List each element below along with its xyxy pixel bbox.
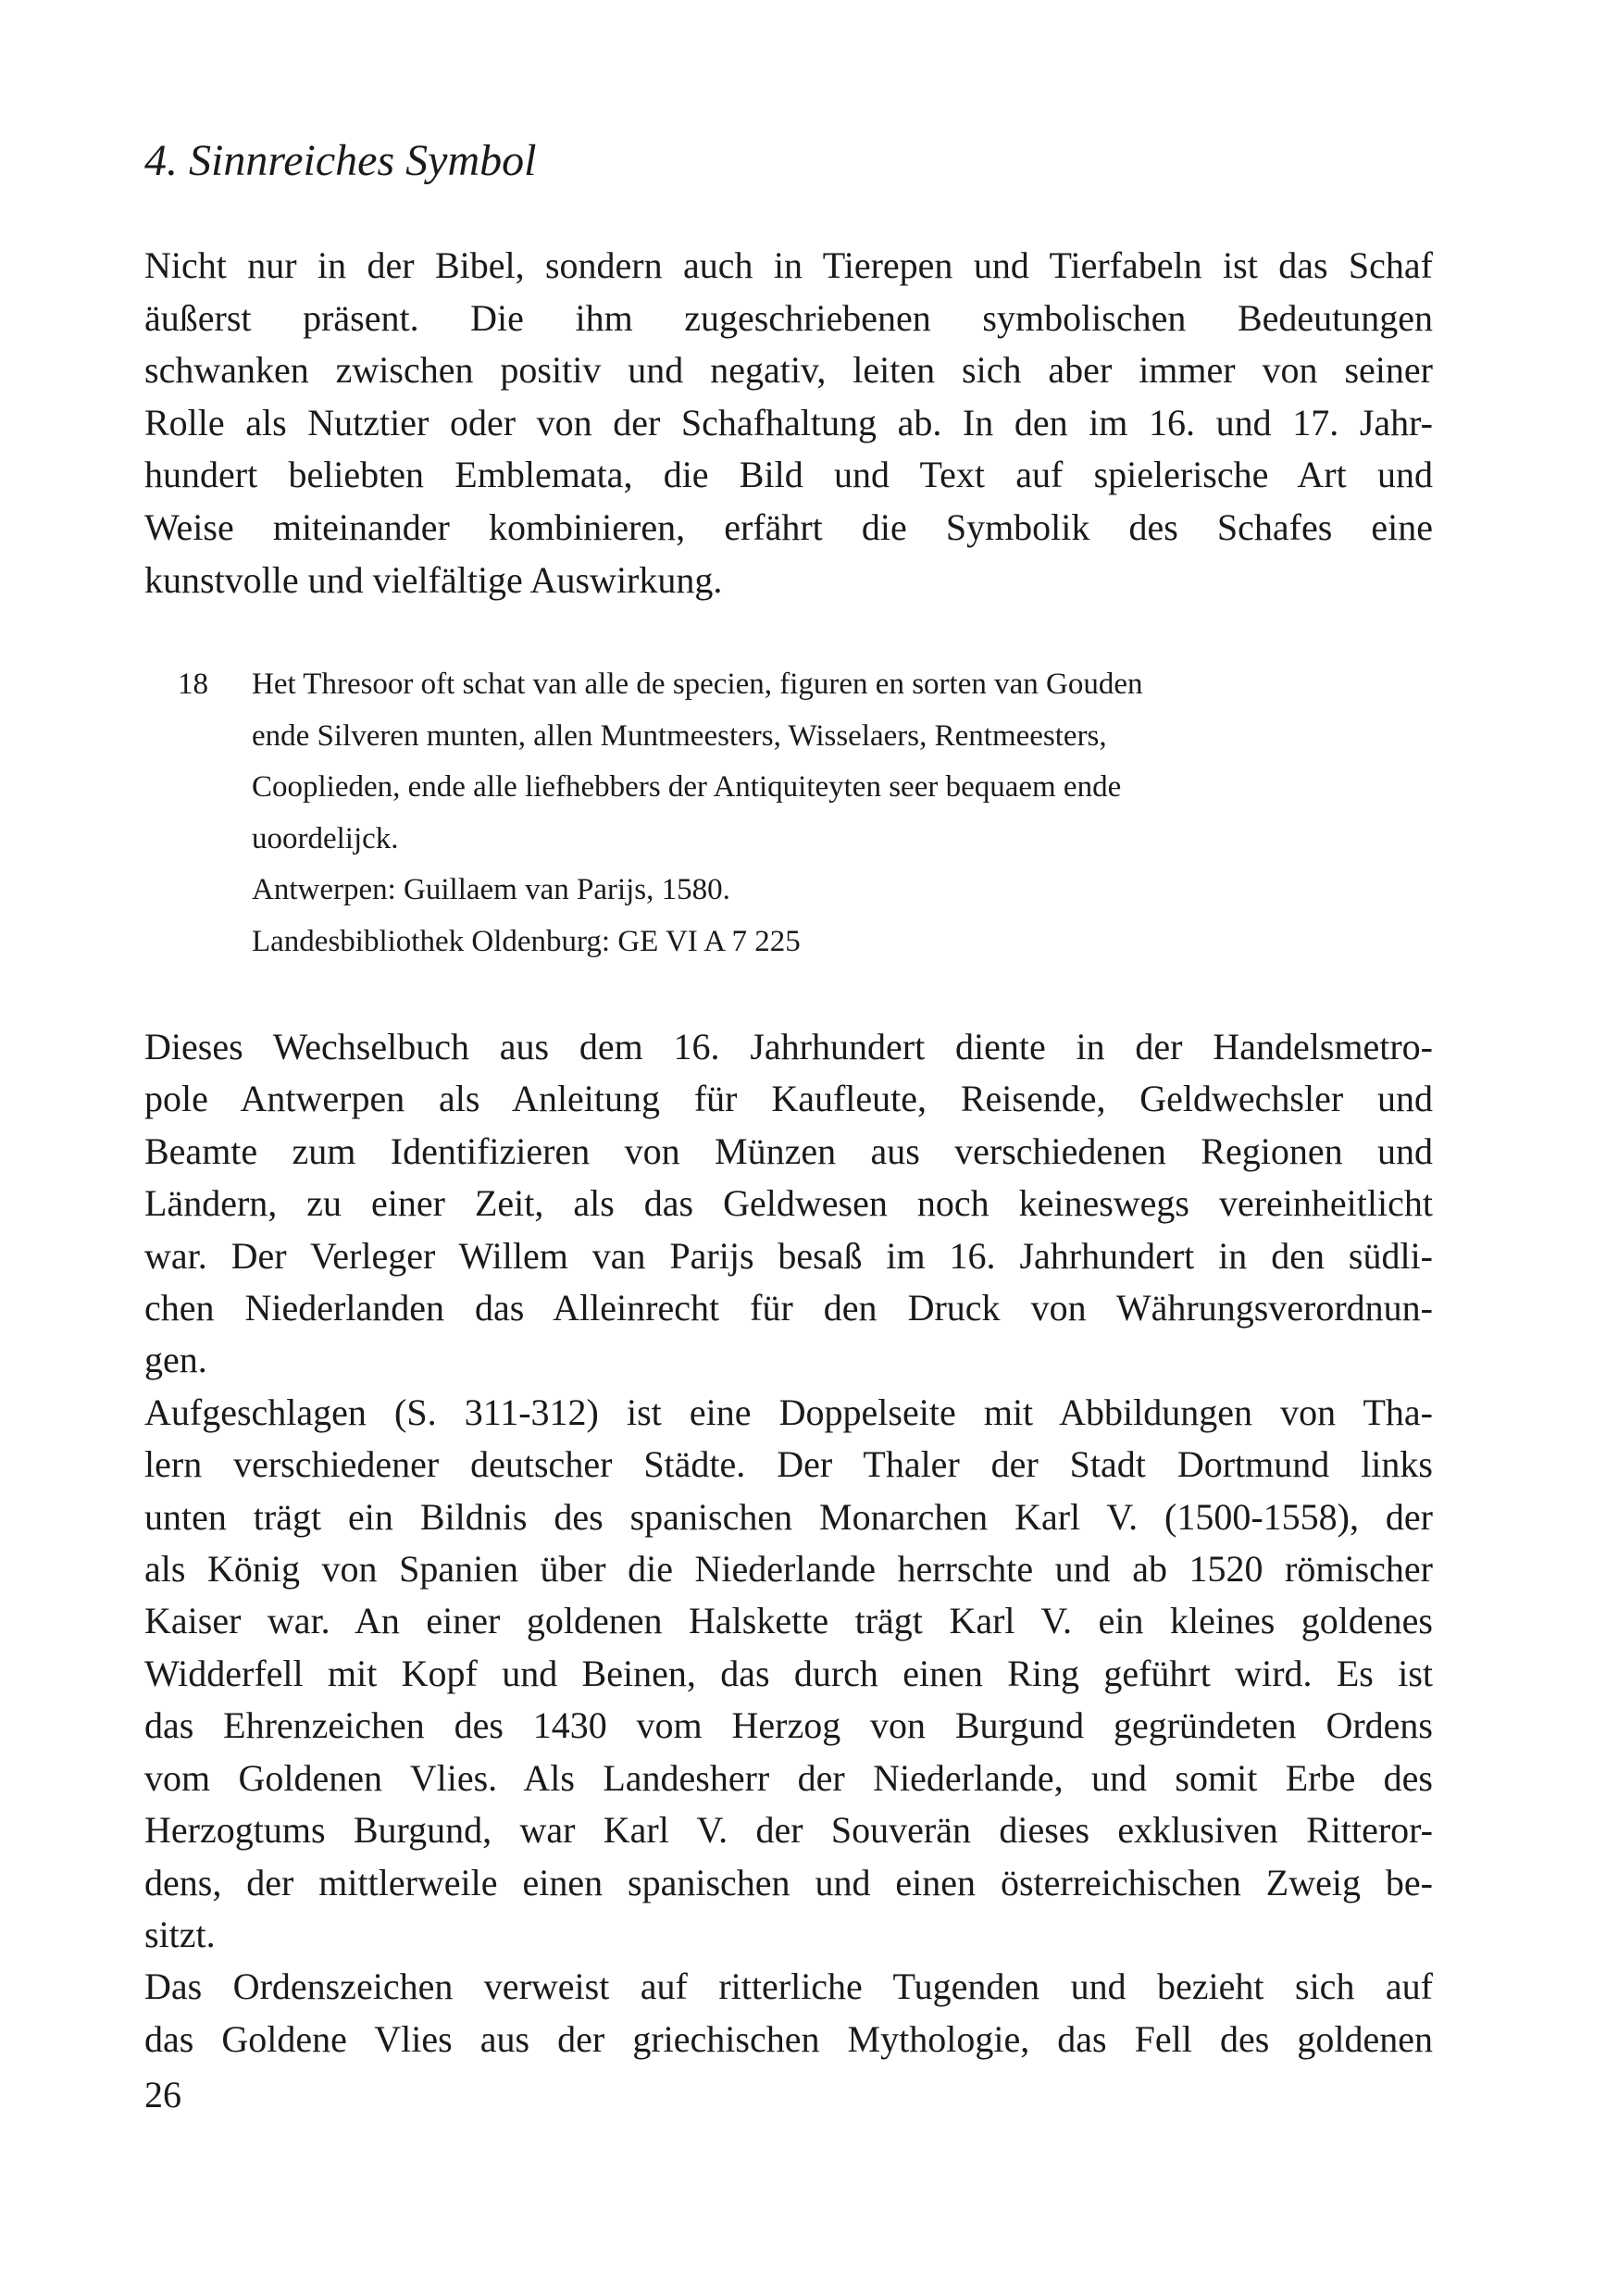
text-line: das Ehrenzeichen des 1430 vom Herzog von Burgund gegründeten Ordens	[144, 1704, 1433, 1747]
catalog-imprint: Antwerpen: Guillaem van Parijs, 1580.	[252, 873, 730, 907]
catalog-title-line: ende Silveren munten, allen Muntmeesters, Wisselaers, Rentmeesters,	[252, 718, 1107, 753]
text-line: kunstvolle und vielfältige Auswirkung.	[144, 558, 723, 601]
catalog-entry-text	[252, 659, 1381, 968]
text-line: Nicht nur in der Bibel, sondern auch in Tierepen und Tierfabeln ist das Schaf	[144, 244, 1433, 286]
text-line: vom Goldenen Vlies. Als Landesherr der Niederlande, und somit Erbe des	[144, 1756, 1433, 1799]
text-line: unten trägt ein Bildnis des spanischen Monarchen Karl V. (1500-1558), der	[144, 1495, 1433, 1538]
text-line: schwanken zwischen positiv und negativ, leiten sich aber immer von seiner	[144, 349, 1433, 392]
text-line: war. Der Verleger Willem van Parijs besaß im 16. Jahrhundert in den südli-	[144, 1234, 1433, 1277]
text-line: Weise miteinander kombinieren, erfährt die Symbolik des Schafes eine	[144, 505, 1433, 548]
text-line: lern verschiedener deutscher Städte. Der Thaler der Stadt Dortmund links	[144, 1443, 1433, 1486]
text-line: als König von Spanien über die Niederlande herrschte und ab 1520 römischer	[144, 1548, 1433, 1591]
text-line: pole Antwerpen als Anleitung für Kaufleute, Reisende, Geldwechsler und	[144, 1078, 1433, 1120]
text-line: sitzt.	[144, 1913, 216, 1955]
text-line: dens, der mittlerweile einen spanischen und einen österreichischen Zweig be-	[144, 1861, 1433, 1903]
text-line: Das Ordenszeichen verweist auf ritterliche Tugenden und bezieht sich auf	[144, 1965, 1433, 2008]
text-line: Aufgeschlagen (S. 311-312) ist eine Doppelseite mit Abbildungen von Tha-	[144, 1391, 1433, 1433]
section-heading: 4. Sinnreiches Symbol	[144, 136, 537, 185]
text-line: äußerst präsent. Die ihm zugeschriebenen symbolischen Bedeutungen	[144, 296, 1433, 339]
description-text	[144, 1021, 1433, 2065]
text-line: hundert beliebten Emblemata, die Bild und Text auf spielerische Art und	[144, 454, 1433, 496]
text-line: Kaiser war. An einer goldenen Halskette trägt Karl V. ein kleines goldenes	[144, 1600, 1433, 1642]
text-line: chen Niederlanden das Alleinrecht für den Druck von Währungsverordnun-	[144, 1287, 1433, 1329]
text-line: Widderfell mit Kopf und Beinen, das durch einen Ring geführt wird. Es ist	[144, 1652, 1433, 1694]
text-line: das Goldene Vlies aus der griechischen Mythologie, das Fell des goldenen	[144, 2017, 1433, 2060]
catalog-title-line: Het Thresoor oft schat van alle de specien, figuren en sorten van Gouden	[252, 668, 1143, 701]
text-line: Ländern, zu einer Zeit, als das Geldwesen noch keineswegs vereinheitlicht	[144, 1182, 1433, 1225]
text-line: gen.	[144, 1339, 207, 1381]
catalog-shelfmark: Landesbibliothek Oldenburg: GE VI A 7 225	[252, 924, 801, 958]
page-number: 26	[144, 2074, 181, 2115]
text-line: Rolle als Nutztier oder von der Schafhaltung ab. In den im 16. und 17. Jahr-	[144, 401, 1433, 443]
catalog-title-line: uoordelijck.	[252, 821, 399, 855]
catalog-title-line: Cooplieden, ende alle liefhebbers der Antiquiteyten seer bequaem ende	[252, 770, 1122, 805]
text-line: Beamte zum Identifizieren von Münzen aus verschiedenen Regionen und	[144, 1129, 1433, 1172]
intro-paragraph	[144, 240, 1433, 606]
text-line: Dieses Wechselbuch aus dem 16. Jahrhundert diente in der Handelsmetro-	[144, 1026, 1433, 1067]
text-line: Herzogtums Burgund, war Karl V. der Souverän dieses exklusiven Ritteror-	[144, 1809, 1433, 1852]
catalog-number: 18	[178, 668, 208, 701]
